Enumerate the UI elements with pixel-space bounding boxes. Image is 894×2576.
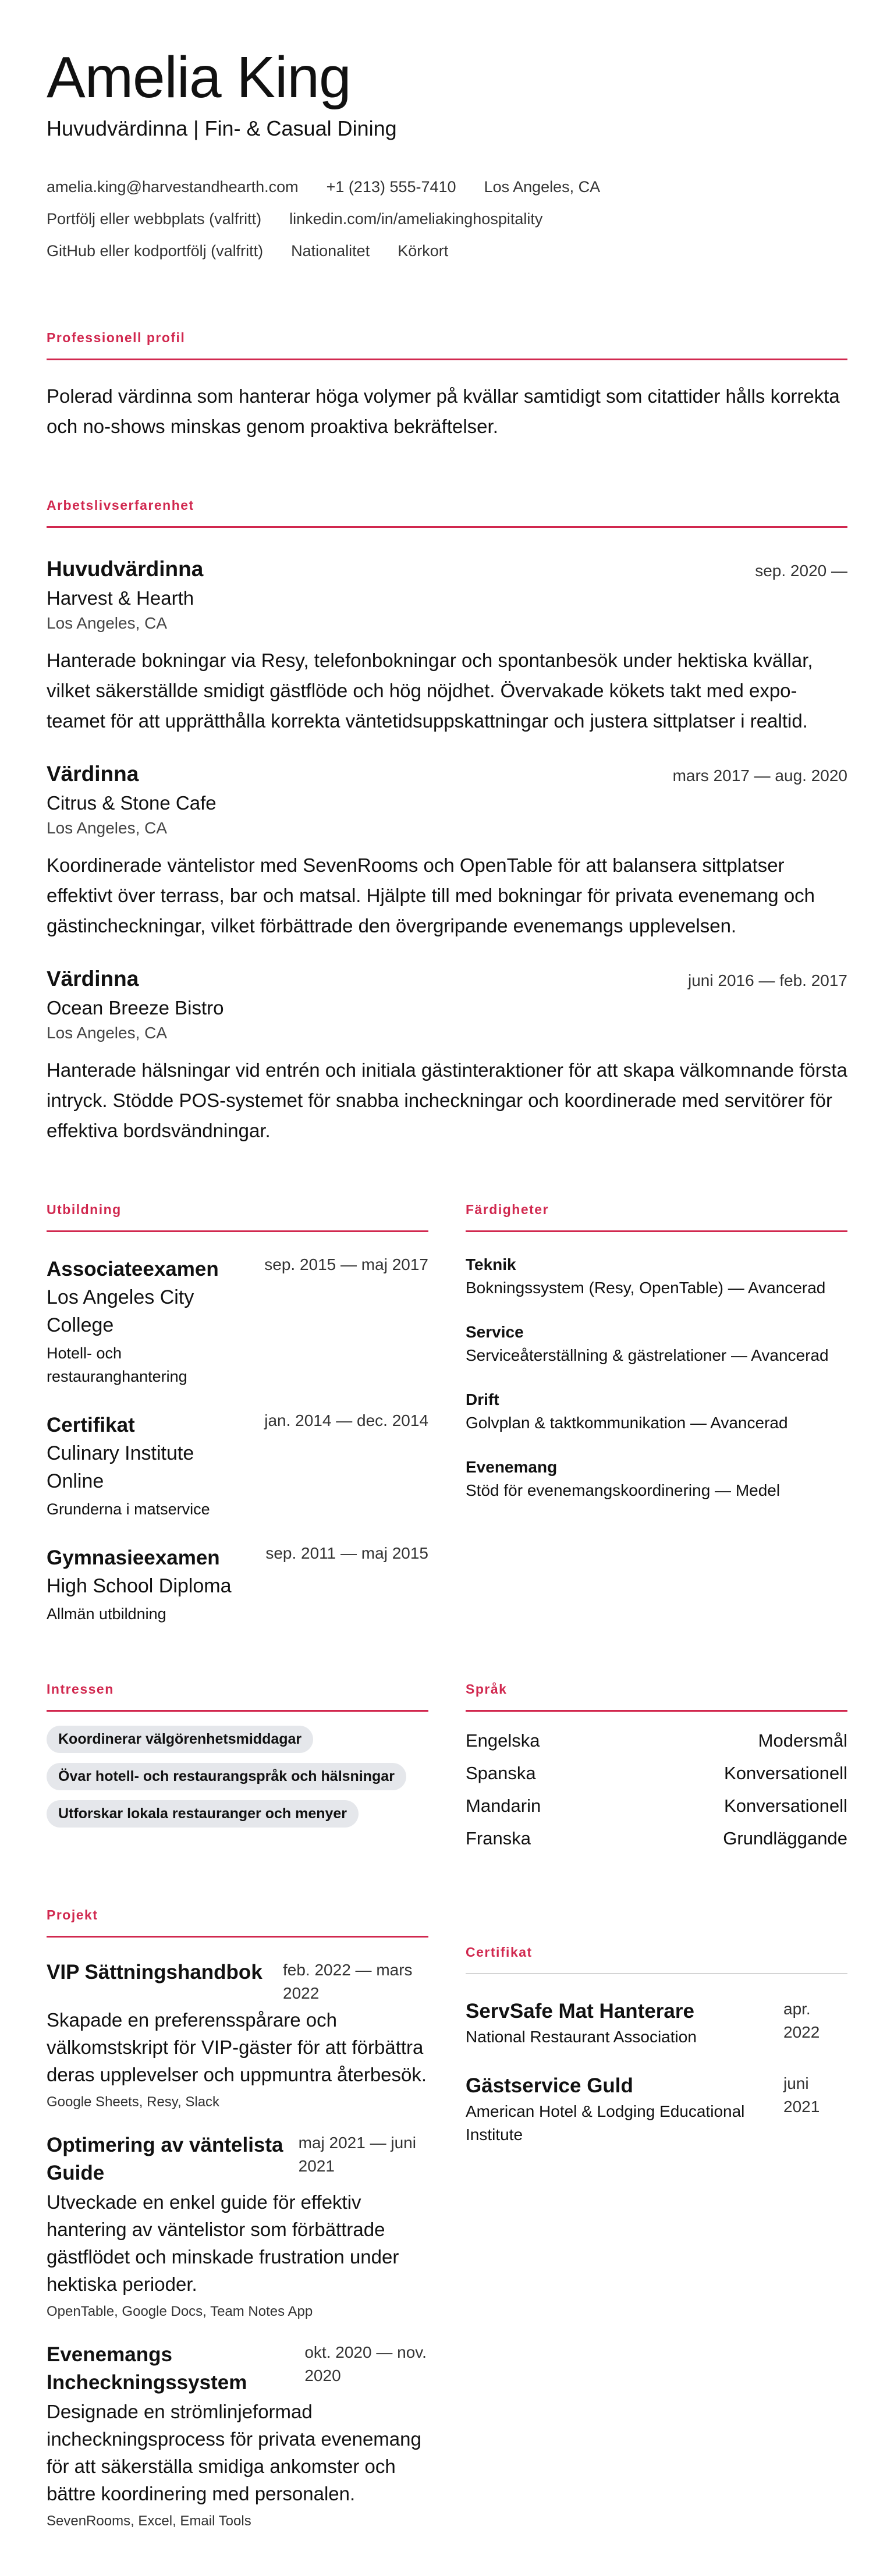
school: Los Angeles City College <box>47 1286 194 1336</box>
section-heading: Certifikat <box>466 1945 533 1960</box>
project-date: feb. 2022 — mars 2022 <box>283 1961 413 2002</box>
language-level: Konversationell <box>724 1796 847 1816</box>
interests-section <box>47 1681 428 1855</box>
skill-category: Teknik <box>466 1255 516 1273</box>
project-header <box>47 2131 428 2187</box>
name: Amelia King <box>47 45 351 110</box>
skill-entry <box>466 1321 847 1367</box>
job-title: Värdinna <box>47 762 139 786</box>
certification-entry <box>466 1997 847 2049</box>
job-description: Hanterade hälsningar vid entrén och initiala gästinteraktioner för att skapa välkomnande första intryck. Stödde POS-systemet för snabba incheckningar och koordinerade med servitörer för effektiva bordsvändningar. <box>47 1059 847 1141</box>
job-entry <box>47 762 847 941</box>
divider <box>47 526 847 528</box>
education-header <box>47 1411 428 1439</box>
project-tech: OpenTable, Google Docs, Team Notes App <box>47 2304 313 2319</box>
company: Harvest & Hearth <box>47 587 194 609</box>
certification-info <box>466 1997 697 2049</box>
project-title: Evenemangs Incheckningssystem <box>47 2343 247 2394</box>
subtitle: Huvudvärdinna | Fin- & Casual Dining <box>47 116 397 140</box>
section-heading: Utbildning <box>47 1202 122 1217</box>
divider <box>466 1230 847 1232</box>
education-entry <box>47 1255 428 1388</box>
project-tech: Google Sheets, Resy, Slack <box>47 2094 220 2110</box>
school: High School Diploma <box>47 1575 232 1597</box>
education-date: jan. 2014 — dec. 2014 <box>264 1411 428 1429</box>
nationality: Nationalitet <box>291 242 370 260</box>
section-heading: Intressen <box>47 1681 114 1697</box>
job-header <box>47 557 847 581</box>
project-entry <box>47 1958 428 2110</box>
certification-header <box>466 2072 847 2146</box>
profile-section <box>47 330 847 442</box>
skill-category: Drift <box>466 1390 499 1408</box>
skill-entry <box>466 1456 847 1502</box>
job-header <box>47 762 847 786</box>
experience-section <box>47 498 847 1146</box>
language-level: Modersmål <box>758 1730 847 1751</box>
job-location: Los Angeles, CA <box>47 614 168 632</box>
skill-detail: Stöd för evenemangskoordinering — Medel <box>466 1481 781 1499</box>
location: Los Angeles, CA <box>484 178 601 196</box>
job-title: Värdinna <box>47 967 139 991</box>
project-header <box>47 1958 428 2005</box>
certification-date: apr. 2022 <box>783 2000 820 2041</box>
section-heading: Professionell profil <box>47 330 186 345</box>
skill-detail: Serviceåterställning & gästrelationer — Avancerad <box>466 1346 829 1364</box>
education-skills-row <box>47 1202 847 1626</box>
project-title: VIP Sättningshandbok <box>47 1961 262 1984</box>
education-date: sep. 2015 — maj 2017 <box>264 1255 428 1273</box>
language-name: Engelska <box>466 1730 540 1751</box>
company: Ocean Breeze Bistro <box>47 997 224 1019</box>
profile-text: Polerad värdinna som hanterar höga volymer på kvällar samtidigt som citattider hålls korrekta och no-shows minskas genom proaktiva bekräftelser. <box>47 385 840 437</box>
resume-header <box>47 45 847 267</box>
divider <box>47 1936 428 1938</box>
drivers-license: Körkort <box>398 242 449 260</box>
field-of-study: Grunderna i matservice <box>47 1500 210 1518</box>
field-of-study: Hotell- och restauranghantering <box>47 1344 187 1385</box>
education-entry <box>47 1411 428 1521</box>
contact-info <box>47 171 847 267</box>
linkedin-link[interactable]: linkedin.com/in/ameliakinghospitality <box>289 210 543 228</box>
company: Citrus & Stone Cafe <box>47 792 217 814</box>
project-description: Designade en strömlinjeformad incheckningsprocess för privata evenemang för att säkerställa smidiga ankomster och bättre koordinering med personalen. <box>47 2401 421 2504</box>
divider <box>466 1973 847 1974</box>
job-location: Los Angeles, CA <box>47 819 168 837</box>
job-date: juni 2016 — feb. 2017 <box>688 971 847 989</box>
languages-section <box>466 1681 847 1855</box>
language-row <box>466 1725 847 1757</box>
phone: +1 (213) 555-7410 <box>326 178 456 196</box>
interests-languages-row <box>47 1681 847 1855</box>
divider <box>47 1230 428 1232</box>
language-row <box>466 1757 847 1790</box>
section-heading: Språk <box>466 1681 508 1697</box>
project-entry <box>47 2131 428 2320</box>
divider <box>47 359 847 360</box>
job-location: Los Angeles, CA <box>47 1024 168 1042</box>
github-link[interactable]: GitHub eller kodportfölj (valfritt) <box>47 242 264 260</box>
skill-entry <box>466 1253 847 1300</box>
skill-entry <box>466 1388 847 1435</box>
certifications-section <box>466 1907 847 2529</box>
section-heading: Projekt <box>47 1907 98 1922</box>
project-tech: SevenRooms, Excel, Email Tools <box>47 2513 251 2529</box>
education-header <box>47 1255 428 1283</box>
skill-category: Evenemang <box>466 1458 558 1476</box>
project-header <box>47 2341 428 2397</box>
degree: Associateexamen <box>47 1258 219 1280</box>
section-heading: Arbetslivserfarenhet <box>47 498 194 513</box>
language-level: Konversationell <box>724 1763 847 1783</box>
project-date: okt. 2020 — nov. 2020 <box>304 2343 427 2385</box>
project-entry <box>47 2341 428 2529</box>
interest-chip: Koordinerar välgörenhetsmiddagar <box>47 1726 313 1753</box>
language-name: Spanska <box>466 1763 536 1783</box>
project-date: maj 2021 — juni 2021 <box>298 2134 416 2175</box>
project-title: Optimering av väntelista Guide <box>47 2134 283 2184</box>
field-of-study: Allmän utbildning <box>47 1605 166 1623</box>
section-heading: Färdigheter <box>466 1202 549 1217</box>
certification-name: Gästservice Guld <box>466 2074 633 2097</box>
language-row <box>466 1822 847 1855</box>
projects-section <box>47 1907 428 2529</box>
email-link[interactable]: amelia.king@harvestandhearth.com <box>47 178 299 196</box>
language-row <box>466 1790 847 1822</box>
education-section <box>47 1202 428 1626</box>
divider <box>47 1710 428 1712</box>
language-level: Grundläggande <box>723 1828 847 1848</box>
certification-name: ServSafe Mat Hanterare <box>466 2000 694 2023</box>
job-entry <box>47 557 847 736</box>
divider <box>466 1710 847 1712</box>
certification-issuer: American Hotel & Lodging Educational Institute <box>466 2102 745 2144</box>
skill-detail: Bokningssystem (Resy, OpenTable) — Avancerad <box>466 1279 826 1297</box>
job-date: sep. 2020 — <box>755 562 847 580</box>
certification-issuer: National Restaurant Association <box>466 2028 697 2046</box>
education-header <box>47 1544 428 1572</box>
school: Culinary Institute Online <box>47 1442 194 1492</box>
language-name: Franska <box>466 1828 531 1848</box>
certification-header <box>466 1997 847 2049</box>
project-description: Utveckade en enkel guide för effektiv hantering av väntelistor som förbättrade gästflödet och minskade frustration under hektiska perioder. <box>47 2191 399 2295</box>
job-description: Koordinerade väntelistor med SevenRooms och OpenTable för att balansera sittplatser effektivt över terrass, bar och matsal. Hjälpte till med bokningar för privata evenemang och gästincheckningar, vilket förbättrade den övergripande evenemangs upplevelsen. <box>47 854 815 936</box>
education-date: sep. 2011 — maj 2015 <box>265 1544 428 1562</box>
job-header <box>47 967 847 991</box>
job-title: Huvudvärdinna <box>47 557 204 581</box>
project-description: Skapade en preferensspårare och välkomstskript för VIP-gäster för att förbättra deras upplevelser och uppmuntra återbesök. <box>47 2009 427 2085</box>
interest-chip: Utforskar lokala restauranger och menyer <box>47 1800 359 1828</box>
certification-entry <box>466 2072 847 2146</box>
job-entry <box>47 967 847 1146</box>
education-entry <box>47 1544 428 1626</box>
interest-chip: Övar hotell- och restaurangspråk och hälsningar <box>47 1763 406 1790</box>
portfolio-link[interactable]: Portfölj eller webbplats (valfritt) <box>47 210 262 228</box>
certification-date: juni 2021 <box>783 2074 820 2116</box>
projects-certs-row <box>47 1907 847 2529</box>
job-description: Hanterade bokningar via Resy, telefonbokningar och spontanbesök under hektiska kvällar, vilket säkerställde smidigt gästflöde och hög nöjdhet. Övervakade kökets takt med expo-teamet för att upprätthålla korrekta väntetidsuppskattningar och justera sittplatser i realtid. <box>47 650 813 732</box>
degree: Certifikat <box>47 1414 135 1436</box>
degree: Gymnasieexamen <box>47 1546 220 1569</box>
language-name: Mandarin <box>466 1796 541 1816</box>
skills-section <box>466 1202 847 1626</box>
skill-category: Service <box>466 1323 524 1341</box>
skill-detail: Golvplan & taktkommunikation — Avancerad <box>466 1414 788 1432</box>
job-date: mars 2017 — aug. 2020 <box>672 767 847 785</box>
certification-info <box>466 2072 768 2146</box>
